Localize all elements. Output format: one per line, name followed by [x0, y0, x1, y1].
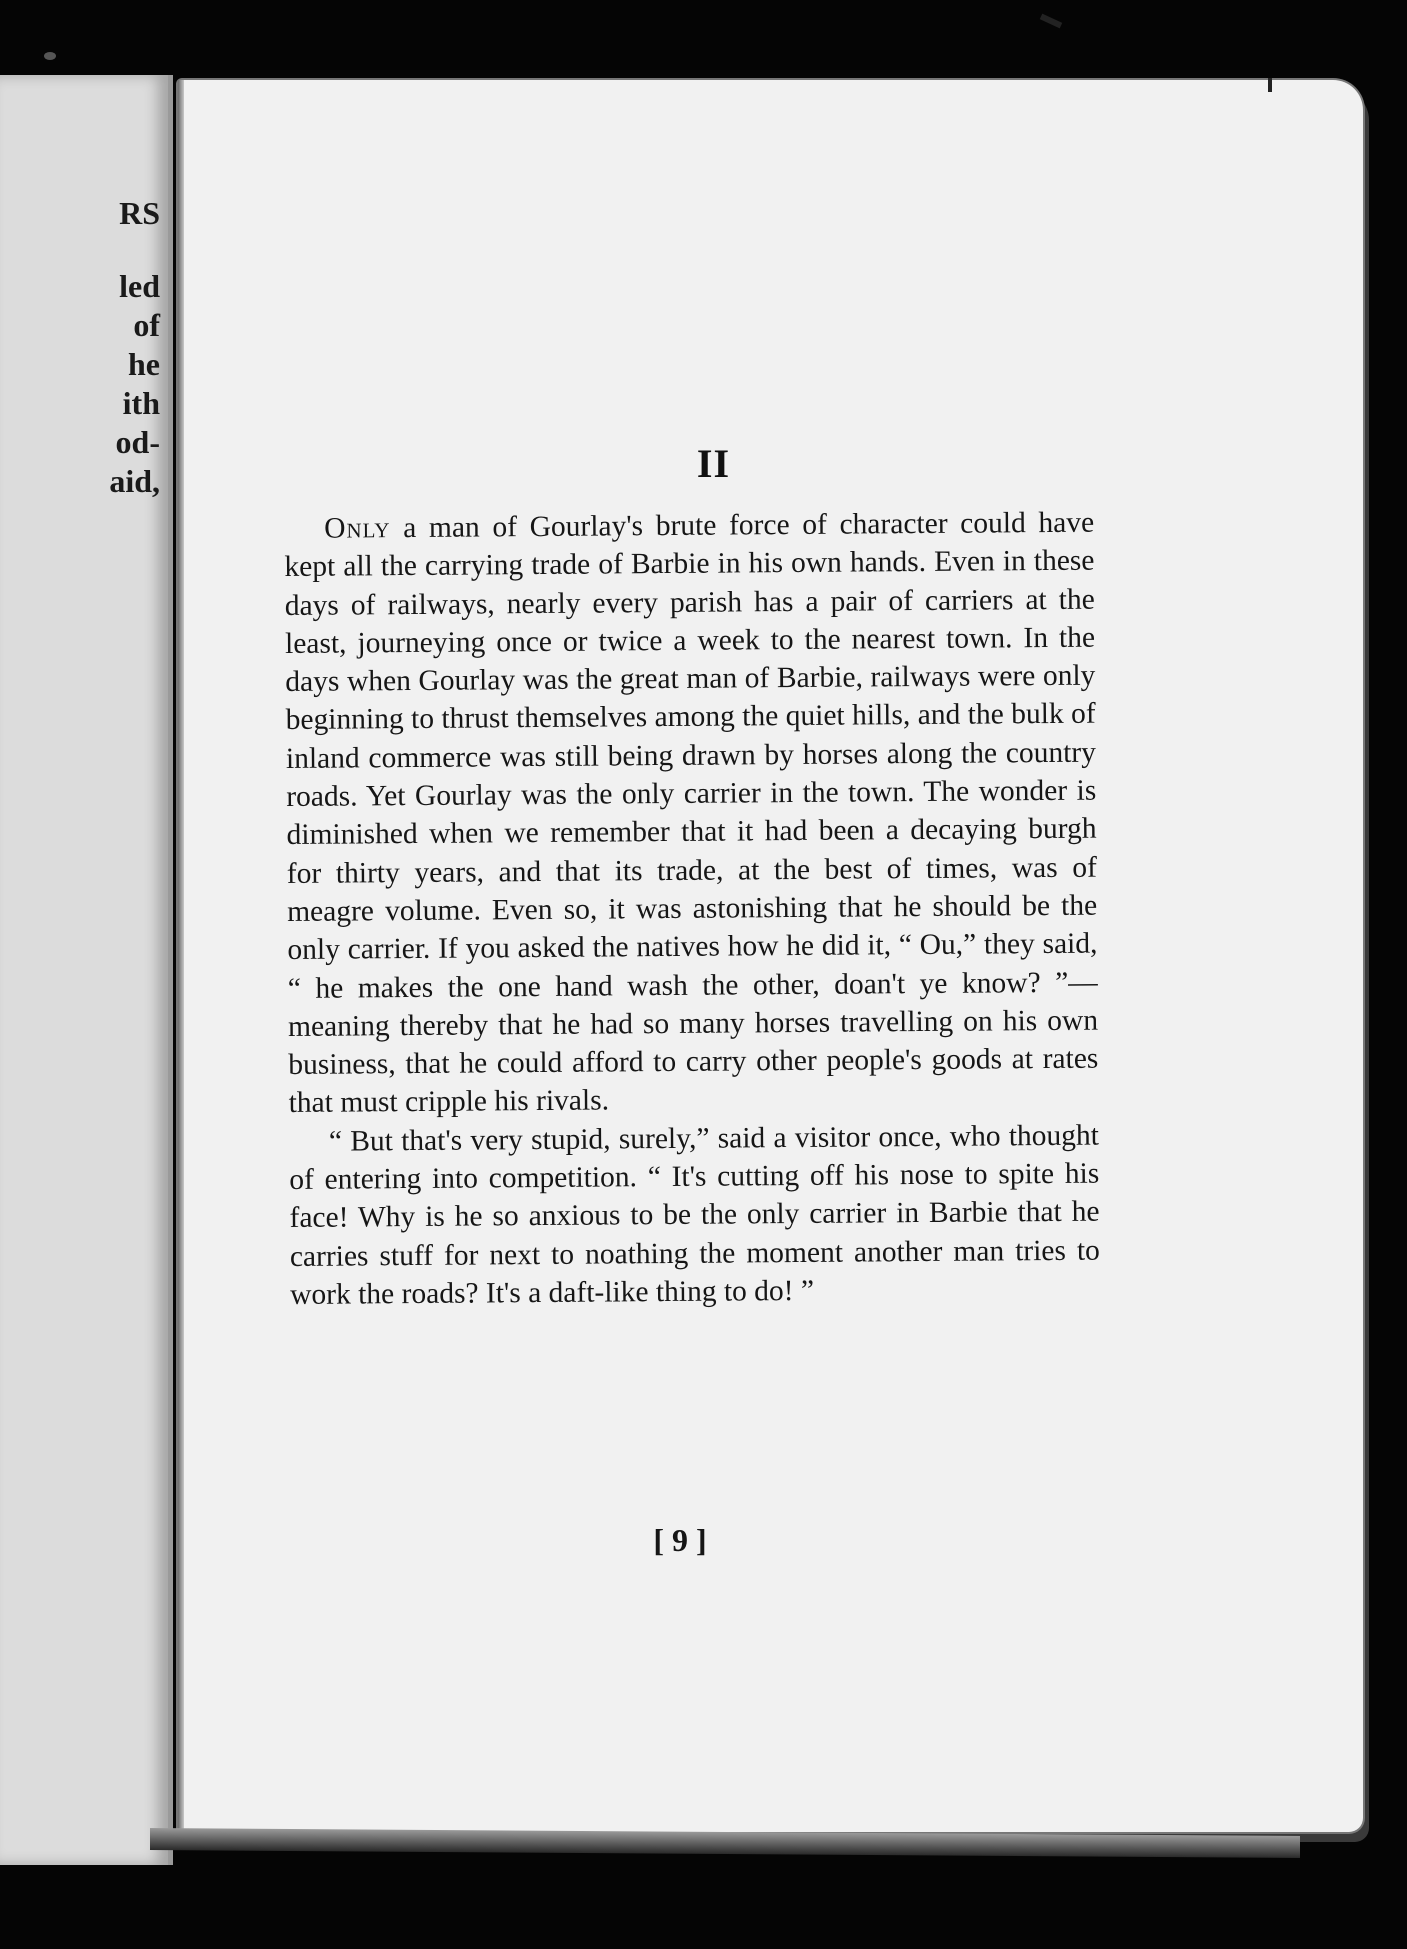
- body-text: [284, 504, 1100, 1315]
- page-number: [ 9 ]: [653, 1522, 707, 1558]
- chapter-heading: II: [696, 441, 731, 486]
- left-page-fragment: od-: [115, 424, 160, 460]
- left-page-fragment: led: [119, 268, 160, 304]
- paragraph: “ But that's very stupid, surely,” said a visitor once, who thought of entering into competition. “ It's cutting off his nose to spite his face! Why is he so anxious to be the only carrier in Barbie that he carries stuff for next to noathing the moment another man tries to work the roads? It's a daft-like thing to do! ”: [289, 1119, 1100, 1311]
- scan-speck: [44, 52, 56, 60]
- left-page-fragment: he: [128, 346, 160, 382]
- facing-page-left: [0, 75, 173, 1865]
- scan-speck: [1040, 14, 1062, 29]
- page-bottom-edge: [150, 1828, 1300, 1858]
- paragraph: [284, 504, 1099, 1123]
- paragraph-lead-word: Only: [324, 512, 391, 545]
- left-page-fragment: aid,: [109, 463, 160, 499]
- left-page-fragment: of: [133, 307, 160, 343]
- left-page-fragment: ith: [122, 385, 160, 421]
- left-page-fragment: RS: [119, 195, 160, 231]
- scan-speck: [1268, 78, 1272, 92]
- page-gutter: [178, 80, 184, 1832]
- paragraph-text: a man of Gourlay's brute force of character could have kept all the carrying trade of Barbie in his own hands. Even in these days of railways, nearly every parish has a pair of carriers at the least, journeying once or twice a week to the nearest town. In the days when Gourlay was the great man of Barbie, railways were only beginning to thrust themselves among the quiet hills, and the bulk of inland commerce was still being drawn by horses along the country roads. Yet Gourlay was the only carrier in the town. The wonder is diminished when we remember that it had been a decaying burgh for thirty years, and that its trade, at the best of times, was of meagre volume. Even so, it was astonishing that he should be the only carrier. If you asked the natives how he did it, “ Ou,” they said, “ he makes the one hand wash the other, doan't ye know? ”—meaning thereby that he had so many horses travelling on his own business, that he could afford to carry other people's goods at rates that must cripple his rivals.: [284, 506, 1099, 1120]
